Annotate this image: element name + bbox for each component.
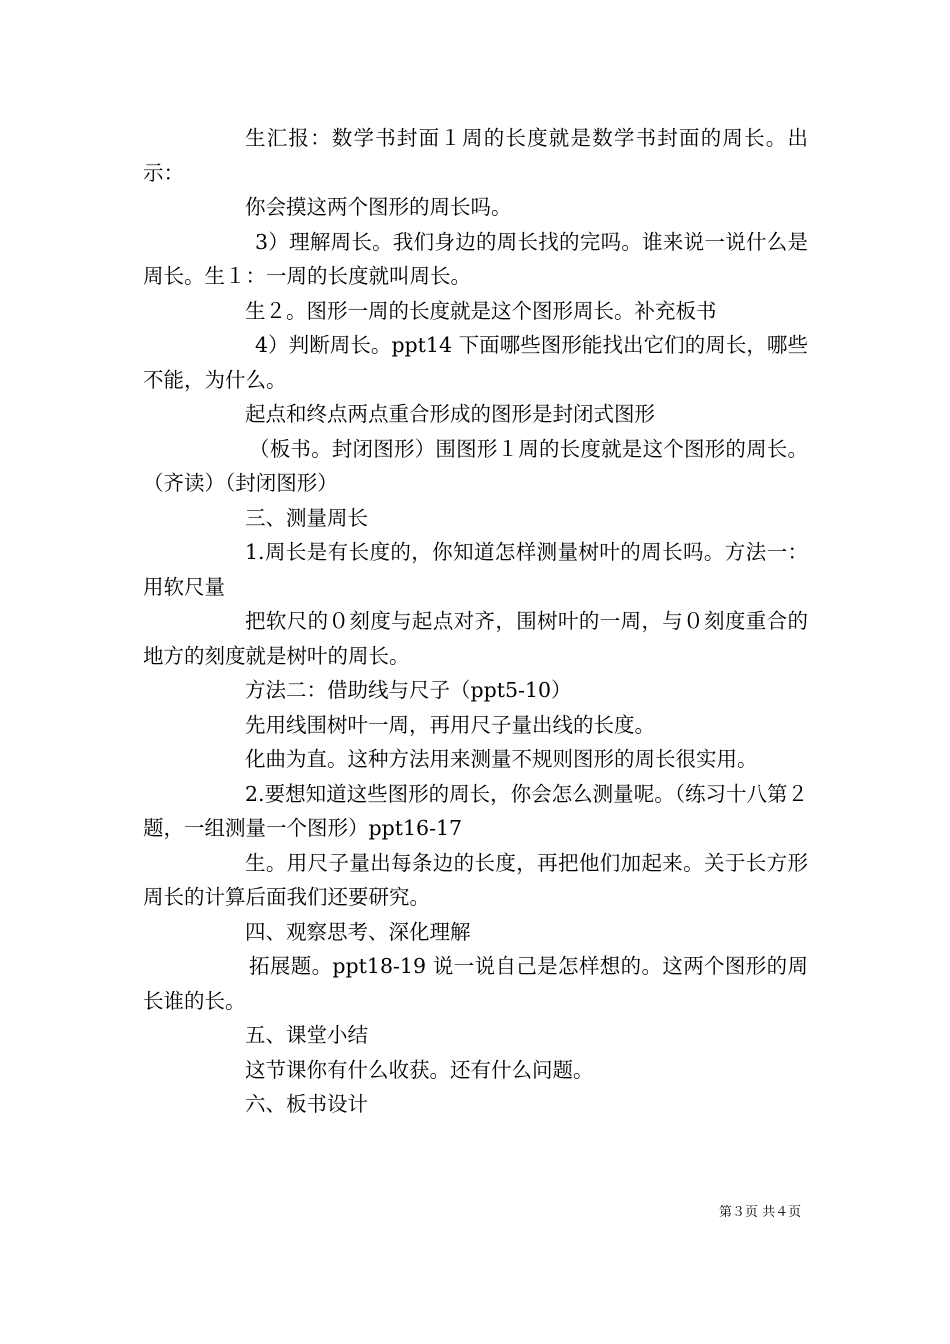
- paragraph-soft-ruler: 把软尺的０刻度与起点对齐，围树叶的一周，与０刻度重合的地方的刻度就是树叶的周长。: [143, 609, 808, 668]
- paragraph-judge-perimeter: 4）判断周长。ppt14 下面哪些图形能找出它们的周长，哪些不能，为什么。: [143, 333, 808, 392]
- paragraph-student-two: 生２。图形一周的长度就是这个图形周长。补充板书: [245, 298, 717, 323]
- paragraph-report: 生汇报：数学书封面１周的长度就是数学书封面的周长。出示：: [143, 126, 808, 185]
- document-body: [143, 121, 808, 1122]
- paragraph-question: 你会摸这两个图形的周长吗。: [245, 195, 512, 219]
- paragraph-understand-perimeter: 3）理解周长。我们身边的周长找的完吗。谁来说一说什么是周长。生１：一周的长度就叫周长。: [143, 229, 808, 288]
- paragraph-closed-shape: 起点和终点两点重合形成的图形是封闭式图形: [245, 402, 655, 426]
- paragraph-extension: 拓展题。ppt18-19 说一说自己是怎样想的。这两个图形的周长谁的长。: [143, 954, 808, 1013]
- page-number: 第３页 共４页: [719, 1205, 802, 1220]
- heading-observe-think: 四、观察思考、深化理解: [245, 919, 471, 944]
- paragraph-method-two: 方法二：借助线与尺子（ppt5-10）: [245, 678, 572, 702]
- paragraph-exercise: 2.要想知道这些图形的周长，你会怎么测量呢。（练习十八第２题，一组测量一个图形）ppt16-17: [143, 781, 808, 840]
- paragraph-student-answer: 生。用尺子量出每条边的长度，再把他们加起来。关于长方形周长的计算后面我们还要研究。: [143, 850, 808, 909]
- paragraph-method-one: 1.周长是有长度的，你知道怎样测量树叶的周长吗。方法一：用软尺量: [143, 540, 808, 599]
- paragraph-curve-to-straight: 化曲为直。这种方法用来测量不规则图形的周长很实用。: [245, 747, 758, 771]
- paragraph-thread-measure: 先用线围树叶一周，再用尺子量出线的长度。: [245, 712, 655, 737]
- paragraph-summary-question: 这节课你有什么收获。还有什么问题。: [245, 1057, 594, 1082]
- heading-board-design: 六、板书设计: [245, 1092, 368, 1116]
- paragraph-board-note: （板书。封闭图形）围图形１周的长度就是这个图形的周长。（齐读）（封闭图形）: [143, 436, 808, 495]
- heading-measure-perimeter: 三、测量周长: [245, 505, 368, 530]
- heading-summary: 五、课堂小结: [245, 1023, 368, 1047]
